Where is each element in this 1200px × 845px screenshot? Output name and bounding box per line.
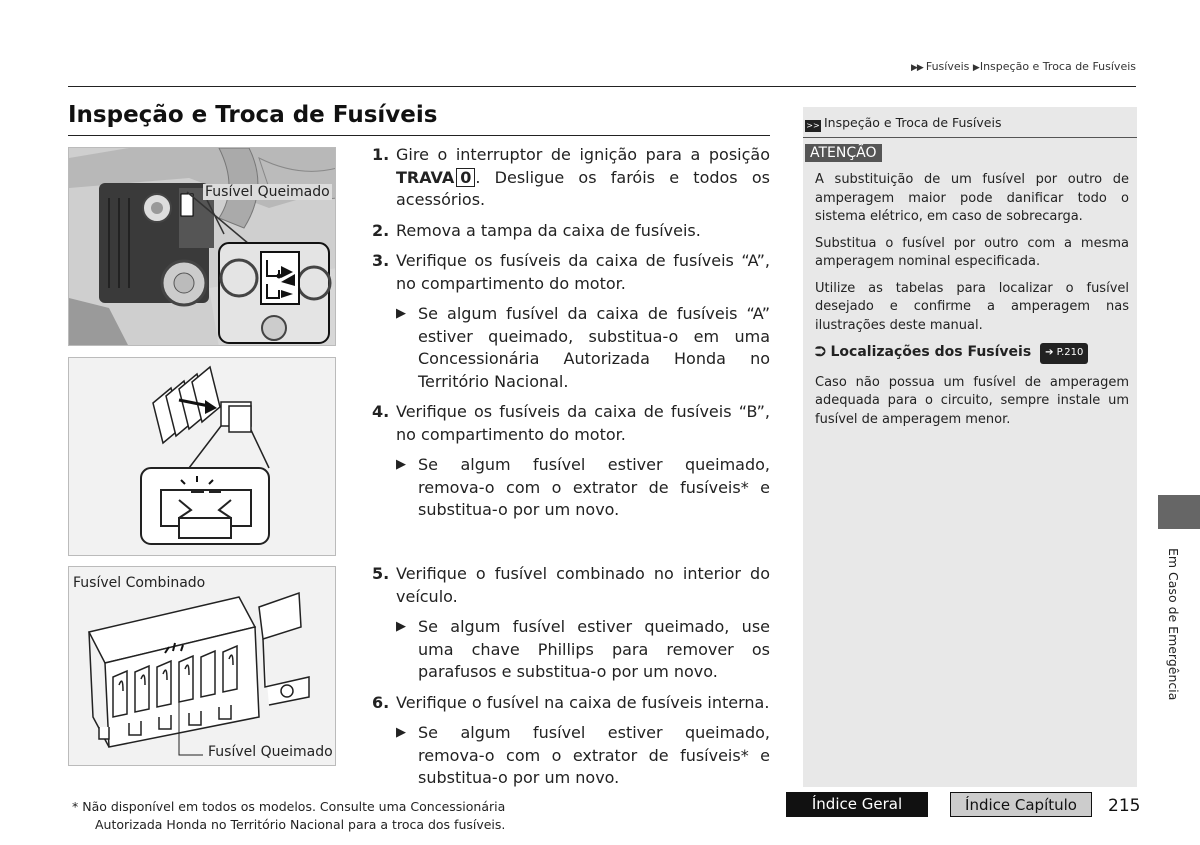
burned-fuse-label: Fusível Queimado xyxy=(208,744,333,760)
footnote-line: * Não disponível em todos os modelos. Consulte uma Concessionária xyxy=(72,799,506,814)
step-3-substep xyxy=(396,303,770,393)
step-4 xyxy=(372,401,770,446)
step-text: Verifique o fusível combinado no interior do veículo. xyxy=(396,564,770,606)
triangle-bullet-icon: ▶ xyxy=(396,457,406,472)
combined-fuse-label: Fusível Combinado xyxy=(73,575,206,591)
note-text: Caso não possua um fusível de amperagem adequada para o circuito, sempre instale um fusível de amperagem menor. xyxy=(815,374,1129,427)
chapter-index-button[interactable]: Índice Capítulo xyxy=(950,792,1092,817)
step-number: 5. xyxy=(372,564,390,583)
step-5 xyxy=(372,563,770,608)
chapter-label-text: Em Caso de Emergência xyxy=(1166,548,1181,701)
step-text: Verifique o fusível na caixa de fusíveis interna. xyxy=(396,692,770,712)
step-number: 6. xyxy=(372,692,390,712)
combined-fuse-illustration xyxy=(69,567,336,766)
sidebar-body xyxy=(815,171,1129,437)
chapter-tab[interactable] xyxy=(1158,495,1200,529)
reference-arrow-icon: ⮊ xyxy=(815,344,826,360)
arrow-icon: ▶ xyxy=(972,63,980,73)
sidebar-title: Inspeção e Troca de Fusíveis xyxy=(824,115,1002,130)
engine-fuse-box-illustration xyxy=(69,148,336,346)
substep-text: Se algum fusível estiver queimado, use uma chave Phillips para remover os parafusos e substitua-o por um novo. xyxy=(418,617,770,681)
combined-fuse-figure xyxy=(68,566,336,766)
breadcrumb-item-inspecao[interactable]: Inspeção e Troca de Fusíveis xyxy=(979,60,1136,73)
engine-fuse-box-figure xyxy=(68,147,336,346)
step-4-substep xyxy=(396,454,770,522)
note-text: Utilize as tabelas para localizar o fusível desejado e confirme a amperagem nas ilustrações deste manual. xyxy=(815,280,1129,333)
triangle-bullet-icon: ▶ xyxy=(396,306,406,321)
general-index-button[interactable]: Índice Geral xyxy=(786,792,928,817)
substep-text: Se algum fusível estiver queimado, remova-o com o extrator de fusíveis* e substitua-o por um novo. xyxy=(418,723,770,787)
step-6-substep xyxy=(396,722,770,790)
chapter-label xyxy=(1158,548,1194,701)
page-number: 215 xyxy=(1108,796,1141,816)
substep-text: Se algum fusível estiver queimado, remova-o com o extrator de fusíveis* e substitua-o por um novo. xyxy=(418,455,770,519)
step-number: 3. xyxy=(372,251,390,270)
position-label: TRAVA xyxy=(396,167,455,187)
step-text: Verifique os fusíveis da caixa de fusíveis “A”, no compartimento do motor. xyxy=(396,251,770,293)
breadcrumb-item-fusiveis[interactable]: Fusíveis xyxy=(925,60,970,73)
instruction-steps-continued xyxy=(372,563,770,798)
step-2 xyxy=(372,220,770,243)
warning-badge: ATENÇÃO xyxy=(805,144,882,162)
step-text: . Desligue os faróis e todos os acessórios. xyxy=(396,167,770,209)
fuse-locations-link[interactable] xyxy=(815,343,1129,364)
link-label: Localizações dos Fusíveis xyxy=(830,344,1032,360)
step-text: Verifique os fusíveis da caixa de fusíveis “B”, no compartimento do motor. xyxy=(396,402,770,444)
triangle-bullet-icon: ▶ xyxy=(396,725,406,740)
substep-text: Se algum fusível da caixa de fusíveis “A” estiver queimado, substitua-o em uma Concessionária Autorizada Honda no Território Nacional. xyxy=(418,304,770,391)
page-title: Inspeção e Troca de Fusíveis xyxy=(68,102,438,128)
warning-text: A substituição de um fusível por outro de amperagem maior pode danificar todo o sistema elétrico, em caso de sobrecarga. xyxy=(815,172,1129,224)
step-3 xyxy=(372,250,770,295)
sidebar-notes xyxy=(803,107,1137,787)
burned-fuse-label: Fusível Queimado xyxy=(205,184,330,200)
sidebar-header xyxy=(803,107,1137,138)
step-1 xyxy=(372,144,770,212)
step-number: 1. xyxy=(372,145,390,164)
step-number: 4. xyxy=(372,402,390,421)
footnote-line: Autorizada Honda no Território Nacional para a troca dos fusíveis. xyxy=(95,817,506,832)
double-arrow-icon: ▶▶ xyxy=(911,63,923,73)
breadcrumb xyxy=(911,60,1136,73)
fuse-puller-figure xyxy=(68,357,336,556)
header-divider xyxy=(68,86,1136,87)
footnote xyxy=(72,798,505,834)
note-text: Substitua o fusível por outro com a mesma amperagem nominal especificada. xyxy=(815,235,1129,269)
fuse-puller-illustration xyxy=(69,358,336,556)
step-text: Remova a tampa da caixa de fusíveis. xyxy=(396,220,701,240)
step-5-substep xyxy=(396,616,770,684)
step-6 xyxy=(372,692,770,715)
double-chevron-icon: >> xyxy=(806,121,820,130)
ignition-key-position: 0 xyxy=(456,168,475,187)
title-divider xyxy=(68,135,770,136)
page-reference-badge[interactable]: ➔ P.210 xyxy=(1040,343,1088,364)
step-text: Gire o interruptor de ignição para a posição xyxy=(396,145,770,164)
step-number: 2. xyxy=(372,220,390,240)
instruction-steps xyxy=(372,144,770,530)
triangle-bullet-icon: ▶ xyxy=(396,619,406,634)
